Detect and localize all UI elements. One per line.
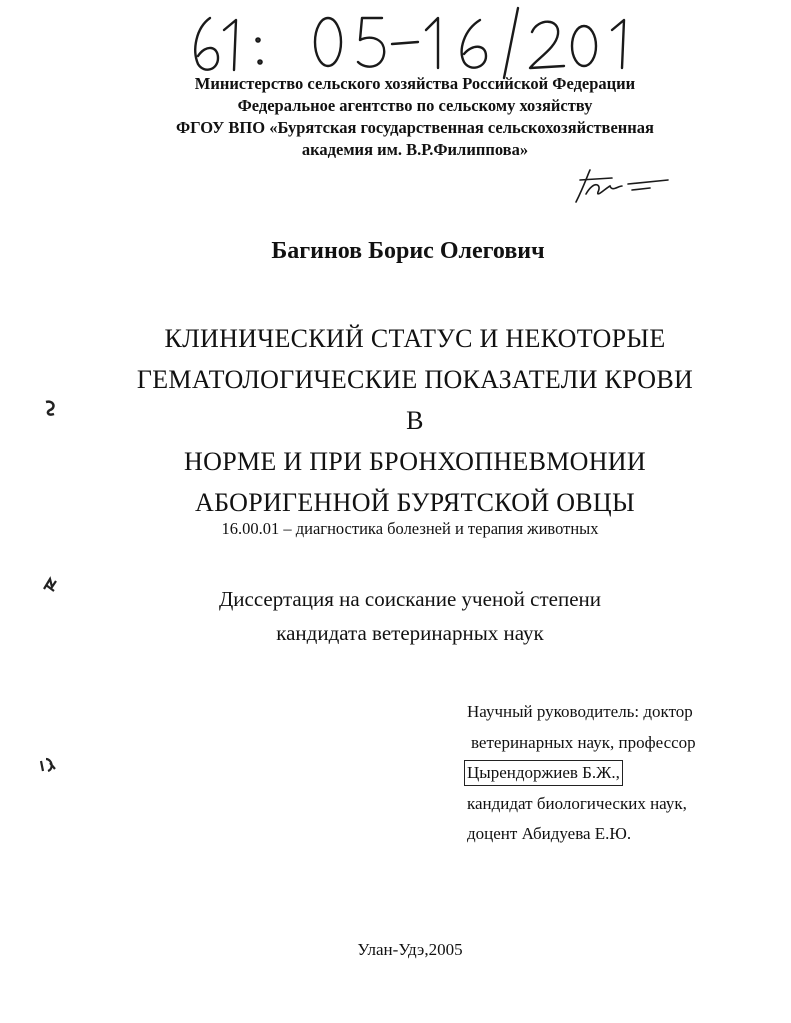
handwritten-registration-number [186, 4, 646, 84]
agency-line: Федеральное агентство по сельскому хозяйству [237, 96, 593, 115]
dissertation-title [130, 318, 700, 523]
supervisor-block [467, 697, 767, 850]
supervisor-line: кандидат биологических наук, [467, 793, 687, 813]
scan-artifact-mark [42, 398, 62, 418]
ministry-line: Министерство сельского хозяйства Российской Федерации [194, 74, 636, 93]
degree-line: кандидата ветеринарных наук [276, 621, 544, 645]
supervisor-line: Научный руководитель: доктор [467, 702, 693, 721]
title-line: КЛИНИЧЕСКИЙ СТАТУС И НЕКОТОРЫЕ [164, 324, 666, 353]
author-name: Багинов Борис Олегович [271, 238, 545, 264]
specialty-code: 16.00.01 – диагностика болезней и терапия животных [221, 519, 599, 538]
signature [572, 166, 672, 206]
scan-artifact-mark [40, 575, 60, 595]
degree-statement [160, 582, 660, 650]
supervisor-name-boxed: Цырендоржиев Б.Ж., [464, 760, 623, 786]
title-line: АБОРИГЕННОЙ БУРЯТСКОЙ ОВЦЫ [195, 488, 635, 517]
scan-artifact-mark [38, 755, 58, 775]
supervisor-line: доцент Абидуева Е.Ю. [467, 824, 632, 843]
city-year: Улан-Удэ,2005 [357, 940, 463, 959]
degree-line: Диссертация на соискание ученой степени [218, 587, 602, 611]
academy-line: ФГОУ ВПО «Бурятская государственная сельскохозяйственная [176, 118, 654, 137]
title-line: ГЕМАТОЛОГИЧЕСКИЕ ПОКАЗАТЕЛИ КРОВИ В [136, 365, 694, 435]
title-line: НОРМЕ И ПРИ БРОНХОПНЕВМОНИИ [184, 447, 646, 476]
supervisor-line: ветеринарных наук, профессор [471, 732, 696, 752]
academy-name-line: академия им. В.Р.Филиппова» [301, 140, 529, 159]
